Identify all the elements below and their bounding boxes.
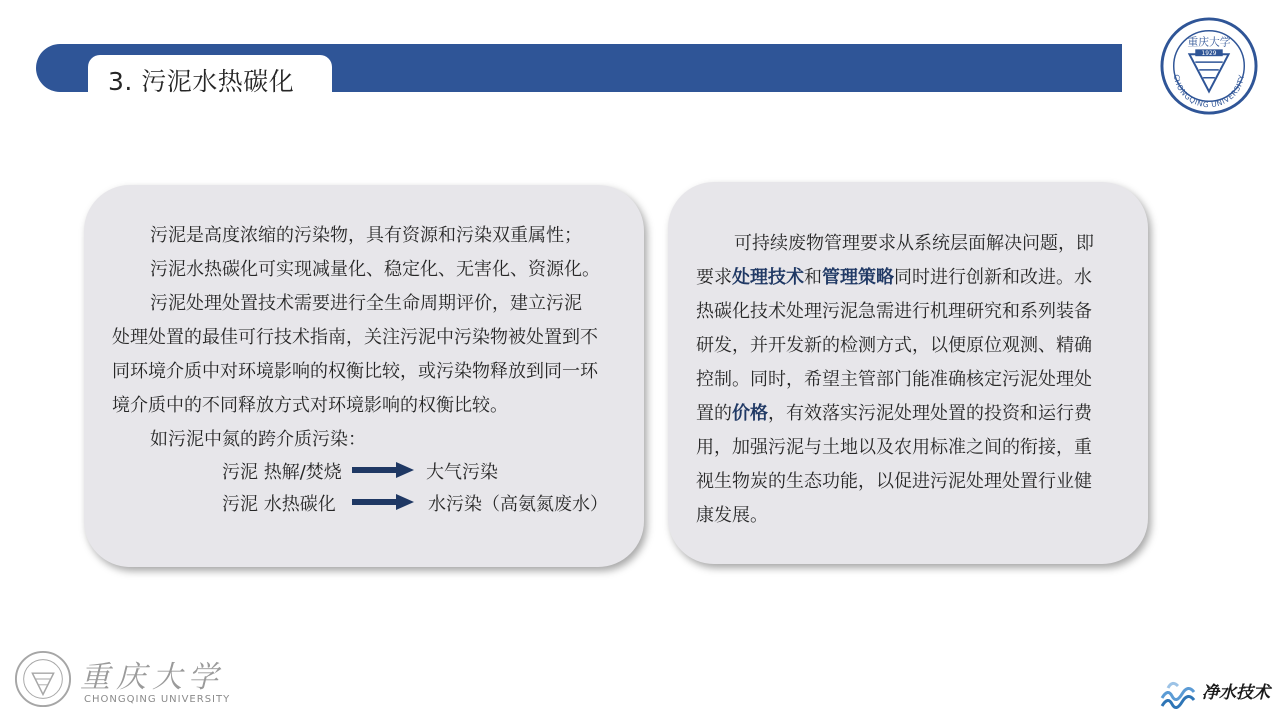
right-line-2e: 同时进行创新和改进。水 [894,267,1092,288]
flow-1-arrow [352,462,414,478]
right-line-2 [696,261,1121,295]
left-line-3: 污泥处理处置技术需要进行全生命周期评价，建立污泥 [150,293,582,314]
left-line-4: 处理处置的最佳可行技术指南，关注污泥中污染物被处置到不 [112,327,598,348]
right-line-6c: ，有效落实污泥处理处置的投资和运行费 [768,403,1092,424]
right-line-1: 可持续废物管理要求从系统层面解决问题，即 [734,233,1094,254]
university-seal-logo [1160,17,1258,115]
right-line-2c: 和 [804,267,822,288]
footer-brand-name: 净水技术 [1202,683,1270,703]
flow-1-source: 污泥 热解/焚烧 [222,462,342,483]
flow-1-target: 大气污染 [426,462,498,483]
emphasis-strategy: 管理策略 [822,267,894,288]
flow-2-source: 污泥 水热碳化 [222,494,336,515]
right-card-text [696,227,1121,533]
seal-year: 1929 [1201,51,1217,58]
water-drop-icon [1158,676,1198,714]
left-card-text [112,219,632,457]
right-line-9: 康发展。 [696,505,768,526]
emphasis-tech: 处理技术 [732,267,804,288]
right-line-7: 用，加强污泥与土地以及农用标准之间的衔接，重 [696,437,1092,458]
footer-seal-icon [14,650,72,708]
seal-cn-text: 重庆大学 [1187,35,1231,49]
slide-title: 3. 污泥水热碳化 [108,67,295,96]
left-line-7: 如污泥中氮的跨介质污染： [150,429,366,450]
right-line-2a: 要求 [696,267,732,288]
left-line-5: 同环境介质中对环境影响的权衡比较，或污染物释放到同一环 [112,361,598,382]
left-line-1: 污泥是高度浓缩的污染物，具有资源和污染双重属性； [150,225,582,246]
right-line-5: 控制。同时，希望主管部门能准确核定污泥处理处 [696,369,1092,390]
right-line-8: 视生物炭的生态功能，以促进污泥处理处置行业健 [696,471,1092,492]
left-line-6: 境介质中的不同释放方式对环境影响的权衡比较。 [112,395,508,416]
right-line-3: 热碳化技术处理污泥急需进行机理研究和系列装备 [696,301,1092,322]
seal-en-text: CHONGQING UNIVERSITY [1171,73,1247,110]
right-line-6a: 置的 [696,403,732,424]
flow-2-target: 水污染（高氨氮废水） [428,494,608,515]
right-line-4: 研发，并开发新的检测方式，以便原位观测、精确 [696,335,1092,356]
footer-university-cn: 重庆大学 [80,660,224,695]
flow-2-arrow [352,494,414,510]
right-line-6 [696,397,1121,431]
left-line-2: 污泥水热碳化可实现减量化、稳定化、无害化、资源化。 [150,259,600,280]
emphasis-price: 价格 [732,403,768,424]
footer-university-en: CHONGQING UNIVERSITY [84,694,231,705]
